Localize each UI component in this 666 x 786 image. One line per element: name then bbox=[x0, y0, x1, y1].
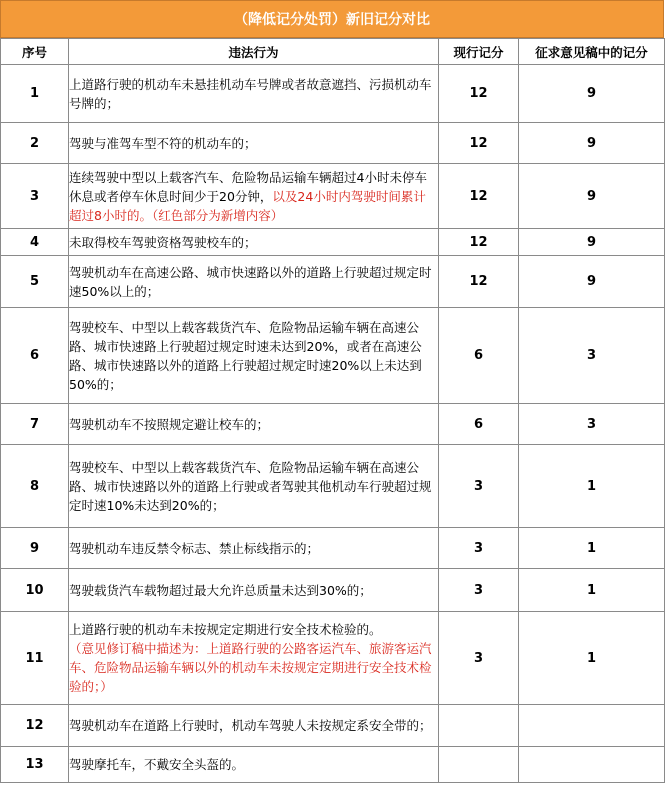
violation-text-main: 连续驾驶中型以上载客汽车、危险物品运输车辆超过4小时未停车休息或者停车休息时间少于20分钟， bbox=[69, 169, 427, 204]
row-number: 7 bbox=[1, 404, 69, 445]
row-number: 11 bbox=[1, 612, 69, 705]
current-points: 6 bbox=[439, 308, 519, 404]
row-number: 6 bbox=[1, 308, 69, 404]
violation-text: 驾驶机动车不按照规定避让校车的； bbox=[69, 404, 439, 445]
row-number: 3 bbox=[1, 164, 69, 229]
violation-text: 驾驶校车、中型以上载客载货汽车、危险物品运输车辆在高速公路、城市快速路上行驶超过规定时速未达到20%，或者在高速公路、城市快速路以外的道路上行驶超过规定时速20%以上未达到50%的； bbox=[69, 308, 439, 404]
violation-text: 未取得校车驾驶资格驾驶校车的； bbox=[69, 229, 439, 256]
row-number: 5 bbox=[1, 256, 69, 308]
violation-text bbox=[69, 164, 439, 229]
header-current-points: 现行记分 bbox=[439, 39, 519, 65]
draft-points: 3 bbox=[519, 404, 665, 445]
draft-points: 1 bbox=[519, 528, 665, 569]
row-number: 2 bbox=[1, 123, 69, 164]
violation-text-new-content: 以及24小时内驾驶时间累计超过8小时的。（红色部分为新增内容） bbox=[69, 188, 426, 223]
current-points: 12 bbox=[439, 256, 519, 308]
row-number: 13 bbox=[1, 747, 69, 783]
points-comparison-table bbox=[0, 38, 665, 783]
draft-points: 9 bbox=[519, 123, 665, 164]
violation-text: 驾驶校车、中型以上载客载货汽车、危险物品运输车辆在高速公路、城市快速路以外的道路上行驶或者驾驶其他机动车行驶超过规定时速10%未达到20%的； bbox=[69, 445, 439, 528]
table-row bbox=[1, 256, 665, 308]
table-row bbox=[1, 65, 665, 123]
table-row bbox=[1, 308, 665, 404]
draft-points: 1 bbox=[519, 445, 665, 528]
violation-text: 上道路行驶的机动车未悬挂机动车号牌或者故意遮挡、污损机动车号牌的； bbox=[69, 65, 439, 123]
draft-points: 9 bbox=[519, 229, 665, 256]
draft-points: 9 bbox=[519, 65, 665, 123]
row-number: 4 bbox=[1, 229, 69, 256]
table-row bbox=[1, 164, 665, 229]
current-points: 3 bbox=[439, 569, 519, 612]
violation-text-draft-note: （意见修订稿中描述为：上道路行驶的公路客运汽车、旅游客运汽车、危险物品运输车辆以外的机动车未按规定定期进行安全技术检验的；） bbox=[69, 641, 432, 694]
current-points: 12 bbox=[439, 65, 519, 123]
violation-text: 驾驶与准驾车型不符的机动车的； bbox=[69, 123, 439, 164]
current-points: 3 bbox=[439, 445, 519, 528]
draft-points bbox=[519, 747, 665, 783]
header-row bbox=[1, 39, 665, 65]
current-points bbox=[439, 705, 519, 747]
current-points: 3 bbox=[439, 612, 519, 705]
table-row bbox=[1, 123, 665, 164]
header-draft-points: 征求意见稿中的记分 bbox=[519, 39, 665, 65]
draft-points: 9 bbox=[519, 164, 665, 229]
violation-text bbox=[69, 612, 439, 705]
row-number: 10 bbox=[1, 569, 69, 612]
row-number: 12 bbox=[1, 705, 69, 747]
table-row bbox=[1, 404, 665, 445]
violation-text: 驾驶机动车在道路上行驶时，机动车驾驶人未按规定系安全带的； bbox=[69, 705, 439, 747]
current-points: 12 bbox=[439, 229, 519, 256]
violation-text: 驾驶摩托车，不戴安全头盔的。 bbox=[69, 747, 439, 783]
table-row bbox=[1, 229, 665, 256]
table-row bbox=[1, 528, 665, 569]
table-row bbox=[1, 569, 665, 612]
draft-points: 1 bbox=[519, 569, 665, 612]
table-row bbox=[1, 705, 665, 747]
table-row bbox=[1, 445, 665, 528]
row-number: 1 bbox=[1, 65, 69, 123]
current-points: 3 bbox=[439, 528, 519, 569]
draft-points bbox=[519, 705, 665, 747]
violation-text: 驾驶载货汽车载物超过最大允许总质量未达到30%的； bbox=[69, 569, 439, 612]
current-points: 12 bbox=[439, 164, 519, 229]
draft-points: 9 bbox=[519, 256, 665, 308]
violation-text-main: 上道路行驶的机动车未按规定定期进行安全技术检验的。 bbox=[69, 622, 382, 637]
current-points: 12 bbox=[439, 123, 519, 164]
current-points: 6 bbox=[439, 404, 519, 445]
violation-text: 驾驶机动车违反禁令标志、禁止标线指示的； bbox=[69, 528, 439, 569]
draft-points: 3 bbox=[519, 308, 665, 404]
draft-points: 1 bbox=[519, 612, 665, 705]
table-row bbox=[1, 747, 665, 783]
current-points bbox=[439, 747, 519, 783]
row-number: 8 bbox=[1, 445, 69, 528]
table-title: （降低记分处罚）新旧记分对比 bbox=[0, 0, 664, 38]
row-number: 9 bbox=[1, 528, 69, 569]
table-row bbox=[1, 612, 665, 705]
header-no: 序号 bbox=[1, 39, 69, 65]
header-violation: 违法行为 bbox=[69, 39, 439, 65]
violation-text: 驾驶机动车在高速公路、城市快速路以外的道路上行驶超过规定时速50%以上的； bbox=[69, 256, 439, 308]
